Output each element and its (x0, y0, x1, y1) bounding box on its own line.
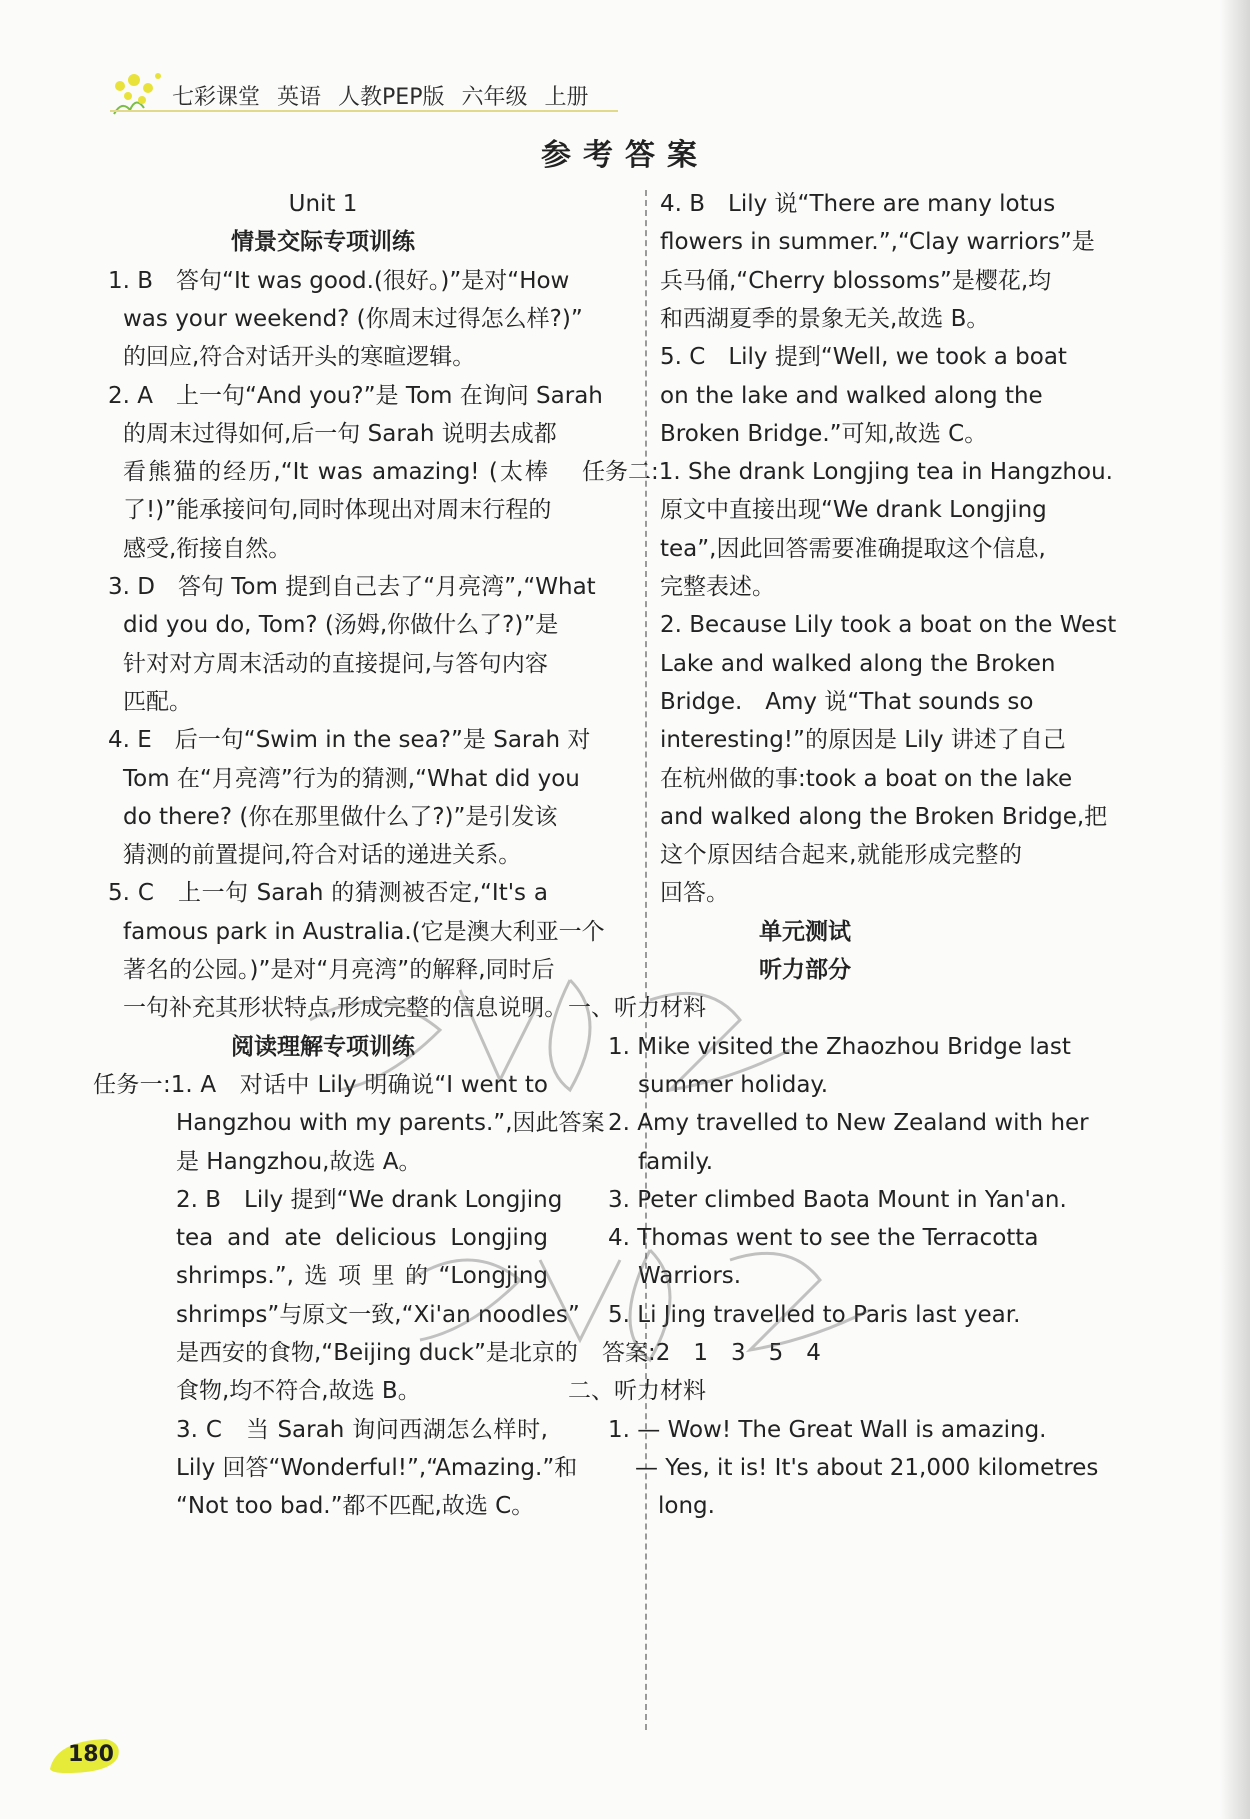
left-text-line: 感受,衔接自然。 (123, 535, 292, 562)
right-text-line: tea”,因此回答需要准确提取这个信息, (660, 535, 1046, 562)
right-text-line: 在杭州做的事:took a boat on the lake (660, 765, 1073, 792)
left-text-line: 情景交际专项训练 (231, 229, 415, 256)
left-text-line: did you do, Tom? (汤姆,你做什么了?)”是 (123, 612, 559, 639)
right-text-line: 1. Mike visited the Zhaozhou Bridge last (608, 1033, 1071, 1060)
page-number: 180 (68, 1742, 114, 1767)
page-edge (1220, 0, 1250, 1819)
right-text-line: 2. Amy travelled to New Zealand with her (608, 1110, 1089, 1137)
right-text-line: Broken Bridge.”可知,故选 C。 (660, 420, 988, 447)
left-text-line: 了!)”能承接问句,同时体现出对周末行程的 (123, 497, 552, 524)
left-text-line: 的回应,符合对话开头的寒暄逻辑。 (123, 344, 476, 371)
book-header (108, 70, 628, 120)
right-text-line: interesting!”的原因是 Lily 讲述了自己 (660, 727, 1066, 754)
left-text-line: tea and ate delicious Longjing (176, 1225, 548, 1252)
header-subject: 英语 (277, 85, 322, 110)
left-text-line: 著名的公园。)”是对“月亮湾”的解释,同时后 (123, 957, 555, 983)
left-text-line: 2. B Lily 提到“We drank Longjing (176, 1186, 563, 1213)
right-text-line: 兵马俑,“Cherry blossoms”是樱花,均 (660, 267, 1052, 294)
left-text-line: 任务一:1. A 对话中 Lily 明确说“I went to (93, 1071, 548, 1098)
right-text-line: 一、听力材料 (568, 995, 706, 1022)
right-text-line: 完整表述。 (660, 574, 775, 600)
right-text-line: 5. Li Jing travelled to Paris last year. (608, 1301, 1021, 1328)
right-text-line: on the lake and walked along the (660, 382, 1043, 409)
right-text-line: 3. Peter climbed Baota Mount in Yan'an. (608, 1186, 1067, 1213)
right-text-line: 1. — Wow! The Great Wall is amazing. (608, 1416, 1047, 1443)
left-text-line: 5. C 上一句 Sarah 的猜测被否定,“It's a (108, 880, 548, 907)
left-text-line: 针对对方周末活动的直接提问,与答句内容 (123, 650, 548, 677)
left-text-line: 的周末过得如何,后一句 Sarah 说明去成都 (123, 420, 557, 447)
right-text-line: long. (658, 1493, 715, 1520)
left-text-line: shrimps”与原文一致,“Xi'an noodles” (176, 1301, 580, 1328)
left-text-line: Lily 回答“Wonderful!”,“Amazing.”和 (176, 1454, 578, 1481)
left-text-line: 2. A 上一句“And you?”是 Tom 在询问 Sarah (108, 382, 603, 409)
left-text-line: Unit 1 (288, 191, 358, 217)
header-volume: 上册 (544, 85, 589, 110)
left-text-line: 1. B 答句“It was good.(很好。)”是对“How (108, 267, 570, 294)
left-text-line: 匹配。 (123, 688, 192, 715)
left-text-line: do there? (你在那里做什么了?)”是引发该 (123, 803, 558, 830)
right-text-line: Warriors. (638, 1263, 742, 1290)
right-text-line: Bridge. Amy 说“That sounds so (660, 688, 1034, 715)
left-text-line: famous park in Australia.(它是澳大利亚一个 (123, 918, 605, 945)
header-edition: 人教PEP版 (338, 85, 445, 110)
header-rule (110, 110, 618, 112)
left-text-line: 3. D 答句 Tom 提到自己去了“月亮湾”,“What (108, 574, 596, 600)
right-text-line: 2. Because Lily took a boat on the West (660, 612, 1117, 639)
right-text-line: — Yes, it is! It's about 21,000 kilometres (635, 1454, 1099, 1481)
left-text-line: 3. C 当 Sarah 询问西湖怎么样时, (176, 1416, 548, 1443)
left-text-line: 看熊猫的经历,“It was amazing! (太棒 (123, 459, 548, 486)
right-text-line: 4. Thomas went to see the Terracotta (608, 1225, 1039, 1252)
right-text-line: 听力部分 (759, 957, 851, 983)
left-text-line: Hangzhou with my parents.”,因此答案 (176, 1110, 605, 1137)
left-text-line: was your weekend? (你周末过得怎么样?)” (123, 305, 583, 332)
header-series: 七彩课堂 (172, 85, 261, 110)
left-text-line: “Not too bad.”都不匹配,故选 C。 (176, 1493, 535, 1520)
page-title: 参考答案 (541, 138, 709, 173)
right-text-line: family. (638, 1148, 714, 1175)
right-text-line: 二、听力材料 (568, 1378, 706, 1405)
right-text-line: 答案:2 1 3 5 4 (602, 1340, 821, 1366)
left-text-line: shrimps.”,选项里的“Longjing (176, 1263, 548, 1290)
right-text-line: 任务二:1. She drank Longjing tea in Hangzhou. (582, 459, 1113, 486)
flower-logo-icon (108, 70, 166, 120)
header-grade: 六年级 (461, 85, 528, 110)
right-text-line: 和西湖夏季的景象无关,故选 B。 (660, 305, 990, 332)
right-text-line: flowers in summer.”,“Clay warriors”是 (660, 229, 1095, 256)
right-text-line: 回答。 (660, 880, 729, 907)
left-text-line: 是西安的食物,“Beijing duck”是北京的 (176, 1340, 578, 1366)
right-text-line: 原文中直接出现“We drank Longjing (660, 497, 1047, 524)
column-divider (645, 190, 647, 1730)
right-text-line: summer holiday. (638, 1071, 829, 1098)
right-text-line: and walked along the Broken Bridge,把 (660, 803, 1108, 830)
right-text-line: 5. C Lily 提到“Well, we took a boat (660, 344, 1067, 371)
right-text-line: 4. B Lily 说“There are many lotus (660, 191, 1056, 217)
header-text (172, 80, 599, 111)
left-text-line: 阅读理解专项训练 (231, 1033, 415, 1060)
right-text-line: 单元测试 (759, 918, 851, 945)
left-text-line: 食物,均不符合,故选 B。 (176, 1378, 421, 1405)
left-text-line: Tom 在“月亮湾”行为的猜测,“What did you (123, 765, 580, 792)
left-text-line: 一句补充其形状特点,形成完整的信息说明。 (123, 995, 568, 1022)
left-text-line: 是 Hangzhou,故选 A。 (176, 1148, 422, 1175)
right-text-line: Lake and walked along the Broken (660, 650, 1056, 677)
left-text-line: 4. E 后一句“Swim in the sea?”是 Sarah 对 (108, 727, 591, 754)
right-text-line: 这个原因结合起来,就能形成完整的 (660, 842, 1022, 869)
left-text-line: 猜测的前置提问,符合对话的递进关系。 (123, 842, 522, 869)
